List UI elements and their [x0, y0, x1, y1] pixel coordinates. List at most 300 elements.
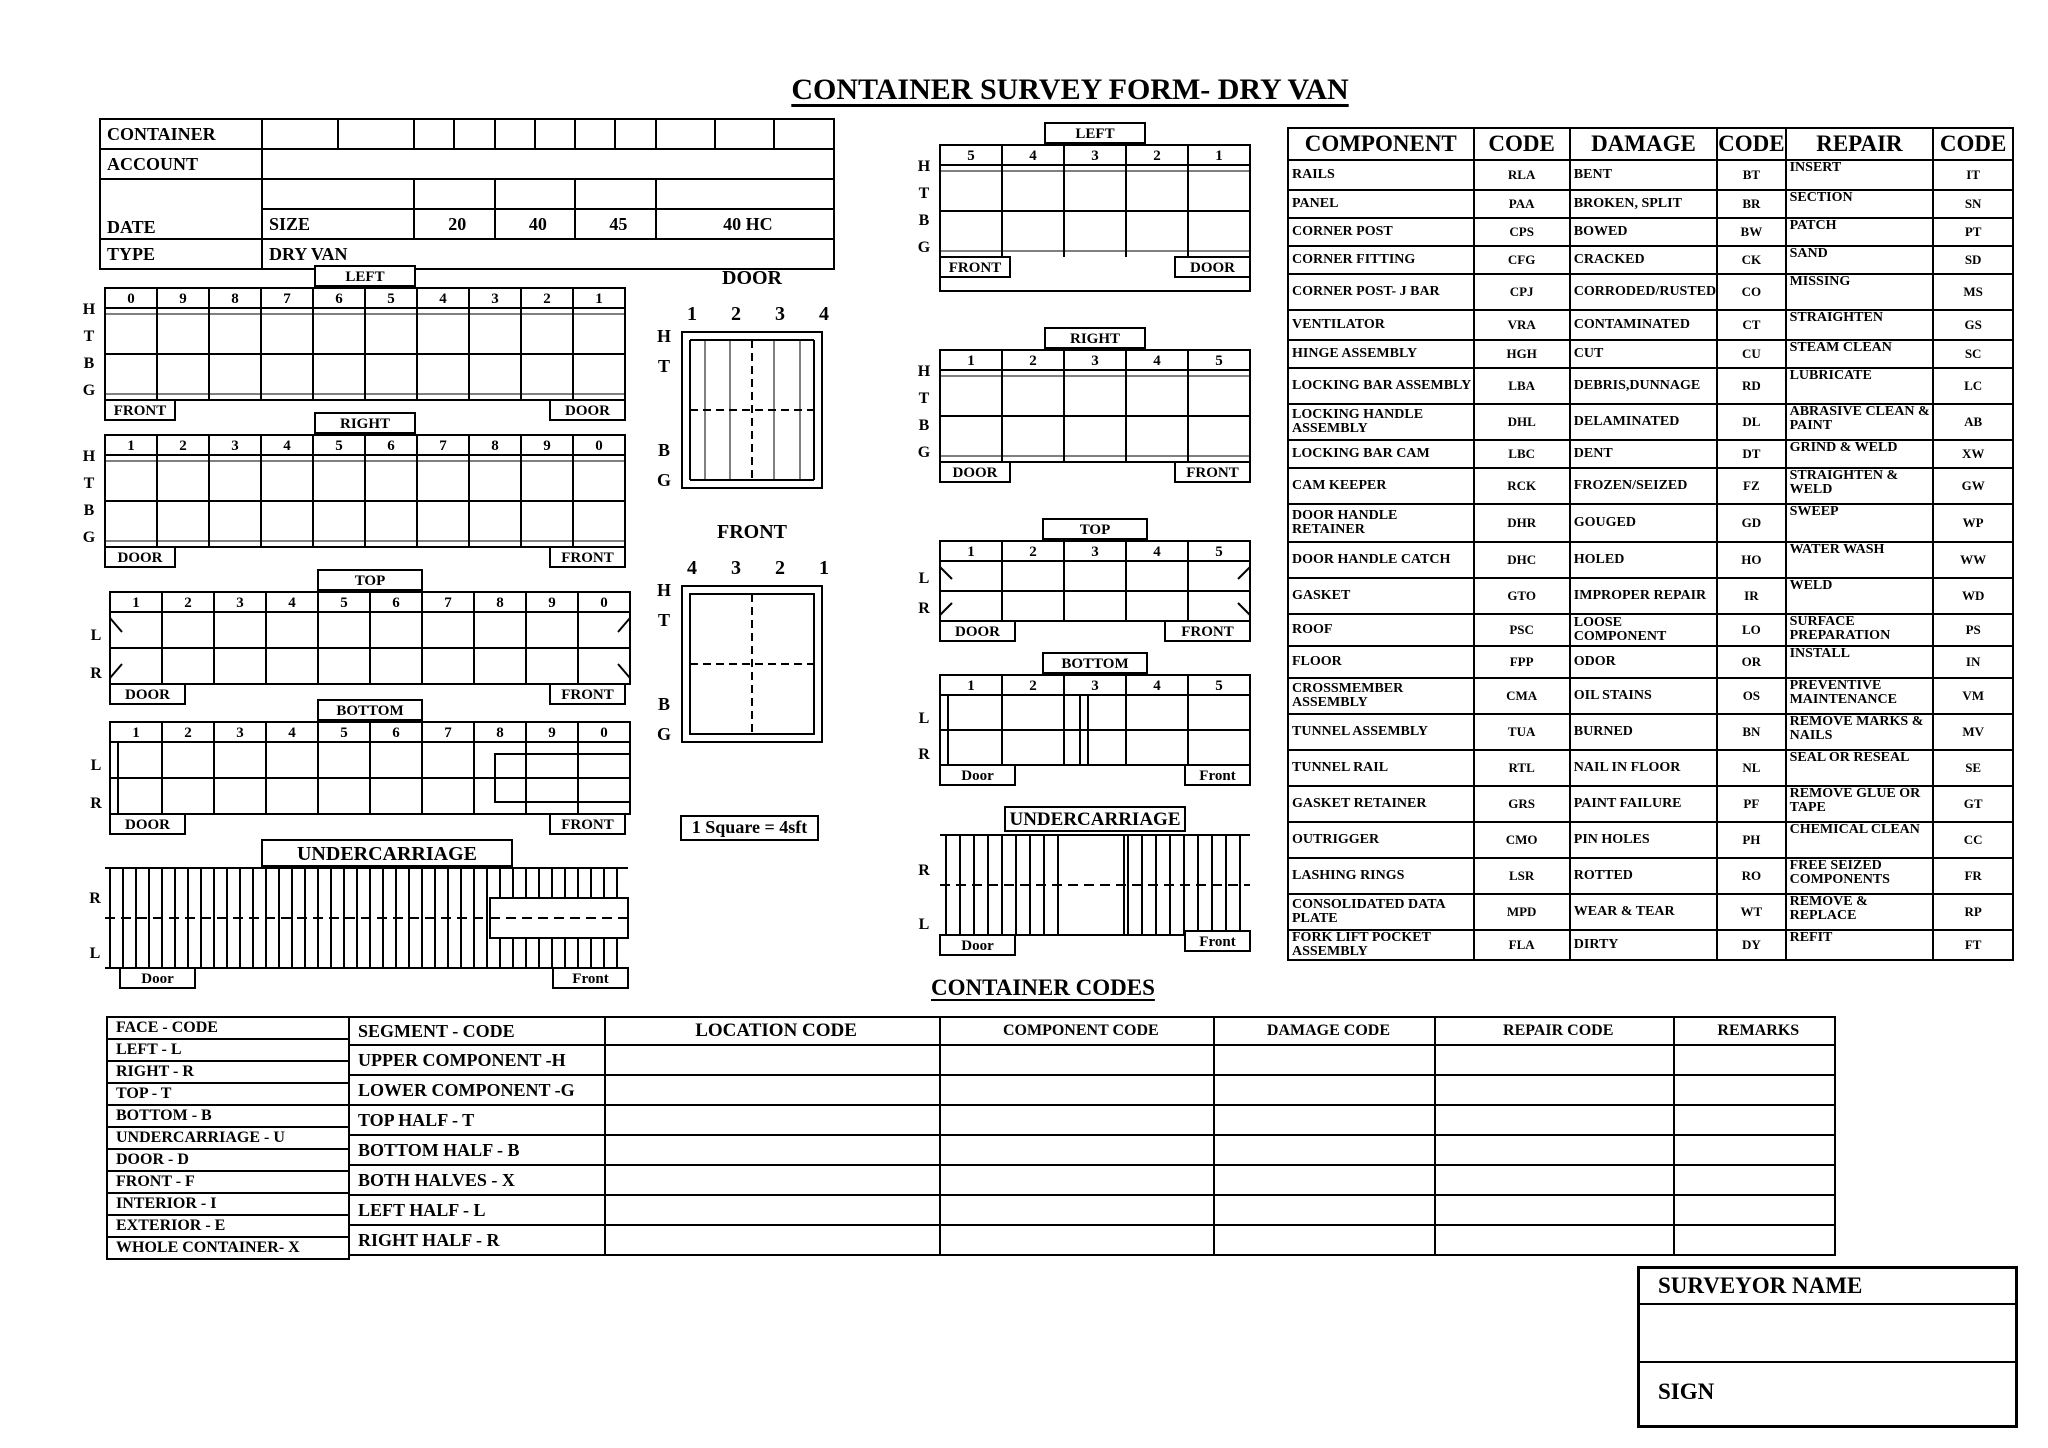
component-code: FLA [1474, 930, 1570, 960]
damage-name: LOOSE COMPONENT [1570, 614, 1717, 646]
door-view-col-label: 1 [687, 303, 697, 325]
diagram-line [1238, 603, 1250, 615]
date-box[interactable] [495, 179, 576, 209]
face-code-item: TOP - T [107, 1083, 349, 1105]
code-entry-cell[interactable] [1214, 1135, 1435, 1165]
right-view-20-col-label: 1 [967, 353, 975, 369]
type-label: TYPE [100, 239, 262, 269]
code-entry-cell[interactable] [605, 1075, 940, 1105]
code-entry-cell[interactable] [1435, 1045, 1674, 1075]
front-view-col-label: 3 [731, 557, 741, 579]
reference-row [1288, 542, 2013, 578]
code-entry-cell[interactable] [1674, 1225, 1835, 1255]
codes-column-header: LOCATION CODE [605, 1017, 940, 1045]
left-view-40-row-label: H [82, 301, 96, 318]
container-digit-box[interactable] [262, 119, 338, 149]
code-entry-cell[interactable] [605, 1135, 940, 1165]
reference-row [1288, 368, 2013, 404]
component-code: MPD [1474, 894, 1570, 930]
code-entry-cell[interactable] [940, 1075, 1214, 1105]
component-name: CROSSMEMBER ASSEMBLY [1288, 678, 1474, 714]
size-option-40hc[interactable]: 40 HC [656, 209, 834, 239]
codes-column-header: COMPONENT CODE [940, 1017, 1214, 1045]
component-code: PAA [1474, 190, 1570, 218]
diagram-line [618, 618, 630, 632]
component-code: CPJ [1474, 274, 1570, 310]
reference-row [1288, 218, 2013, 246]
damage-name: BURNED [1570, 714, 1717, 750]
diagram-line [618, 664, 630, 678]
bottom-view-40-col-label: 3 [236, 725, 244, 741]
top-view-20-col-label: 4 [1153, 544, 1161, 560]
left-view-20-title: LEFT [1075, 126, 1115, 142]
container-digit-box[interactable] [454, 119, 494, 149]
bottom-view-row-label: L [90, 757, 102, 774]
reference-header: DAMAGE [1570, 128, 1717, 160]
right-view-20-col-label: 3 [1091, 353, 1099, 369]
repair-name: CHEMICAL CLEAN [1786, 822, 1934, 858]
damage-name: CUT [1570, 340, 1717, 368]
right-view-40-col-label: 4 [283, 438, 291, 454]
container-digit-box[interactable] [414, 119, 454, 149]
component-code: CFG [1474, 246, 1570, 274]
bottom-view-20-row-label: R [918, 746, 930, 763]
code-entry-cell[interactable] [940, 1225, 1214, 1255]
component-name: CORNER POST- J BAR [1288, 274, 1474, 310]
top-view-20-front-tag: FRONT [1181, 624, 1234, 640]
right-view-40-right-tag: FRONT [561, 550, 614, 566]
reference-header-row [1288, 128, 2013, 160]
segment-code-item: LEFT HALF - L [349, 1195, 605, 1225]
container-digit-box[interactable] [495, 119, 535, 149]
front-view-row-label: T [657, 610, 671, 630]
code-entry-cell[interactable] [1214, 1075, 1435, 1105]
face-code-item: BOTTOM - B [107, 1105, 349, 1127]
code-entry-cell[interactable] [1435, 1105, 1674, 1135]
damage-code: WT [1717, 894, 1785, 930]
component-name: CORNER POST [1288, 218, 1474, 246]
damage-code: IR [1717, 578, 1785, 614]
right-view-20-right-tag: FRONT [1186, 465, 1239, 481]
component-name: LOCKING HANDLE ASSEMBLY [1288, 404, 1474, 440]
code-entry-cell[interactable] [1214, 1225, 1435, 1255]
repair-name: PREVENTIVE MAINTENANCE [1786, 678, 1934, 714]
code-entry-cell[interactable] [1214, 1045, 1435, 1075]
left-view-40-title: LEFT [345, 269, 385, 285]
repair-code: WP [1933, 504, 2013, 542]
face-code-item: RIGHT - R [107, 1061, 349, 1083]
date-box[interactable] [414, 179, 495, 209]
component-name: GASKET RETAINER [1288, 786, 1474, 822]
top-view-20-col-label: 1 [967, 544, 975, 560]
top-view-20-col-label: 5 [1215, 544, 1223, 560]
code-entry-cell[interactable] [1674, 1165, 1835, 1195]
reference-row [1288, 340, 2013, 368]
damage-code: BN [1717, 714, 1785, 750]
top-view-40-title: TOP [354, 573, 386, 589]
damage-name: BROKEN, SPLIT [1570, 190, 1717, 218]
left-view-20-row-label: T [918, 185, 930, 202]
repair-name: WELD [1786, 578, 1934, 614]
right-view-40-left-tag: DOOR [117, 550, 163, 566]
reference-header: REPAIR [1786, 128, 1934, 160]
damage-code: CU [1717, 340, 1785, 368]
code-entry-cell[interactable] [940, 1105, 1214, 1135]
damage-code: GD [1717, 504, 1785, 542]
damage-name: DELAMINATED [1570, 404, 1717, 440]
left-view-20-col-label: 3 [1091, 148, 1099, 164]
size-option-20[interactable]: 20 [414, 209, 495, 239]
damage-code: CO [1717, 274, 1785, 310]
reference-row [1288, 578, 2013, 614]
damage-code: HO [1717, 542, 1785, 578]
repair-name: SEAL OR RESEAL [1786, 750, 1934, 786]
codes-column-header: REPAIR CODE [1435, 1017, 1674, 1045]
component-name: GASKET [1288, 578, 1474, 614]
damage-code: OS [1717, 678, 1785, 714]
repair-name: GRIND & WELD [1786, 440, 1934, 468]
code-entry-cell[interactable] [1435, 1195, 1674, 1225]
reference-row [1288, 894, 2013, 930]
repair-code: AB [1933, 404, 2013, 440]
code-entry-cell[interactable] [605, 1195, 940, 1225]
bottom-view-front-tag: FRONT [561, 817, 614, 833]
component-code: DHC [1474, 542, 1570, 578]
repair-name: MISSING [1786, 274, 1934, 310]
bottom-view-20-col-label: 4 [1153, 678, 1161, 694]
door-view-title: DOOR [722, 267, 782, 289]
code-entry-cell[interactable] [605, 1105, 940, 1135]
repair-name: INSTALL [1786, 646, 1934, 678]
reference-row [1288, 468, 2013, 504]
right-view-20-row-label: B [918, 417, 930, 434]
component-code: HGH [1474, 340, 1570, 368]
repair-code: PS [1933, 614, 2013, 646]
date-box[interactable] [575, 179, 656, 209]
bottom-view-40-col-label: 9 [548, 725, 556, 741]
container-digit-box[interactable] [774, 119, 834, 149]
component-code: CMO [1474, 822, 1570, 858]
code-entry-cell[interactable] [1214, 1165, 1435, 1195]
segment-code-item: LOWER COMPONENT -G [349, 1075, 605, 1105]
top-view-40-col-label: 3 [236, 595, 244, 611]
damage-name: ODOR [1570, 646, 1717, 678]
component-name: FLOOR [1288, 646, 1474, 678]
container-row [100, 119, 834, 149]
code-entry-cell[interactable] [1435, 1075, 1674, 1105]
header-form [99, 118, 835, 270]
component-name: TUNNEL ASSEMBLY [1288, 714, 1474, 750]
left-view-40-right-tag: DOOR [565, 403, 610, 419]
damage-name: GOUGED [1570, 504, 1717, 542]
left-view-40-col-label: 6 [335, 291, 343, 307]
container-digit-box[interactable] [656, 119, 715, 149]
reference-row [1288, 646, 2013, 678]
right-view-40-col-label: 5 [335, 438, 343, 454]
right-view-40-title: RIGHT [339, 416, 391, 432]
diagram-line [1238, 567, 1250, 579]
door-view-col-label: 2 [731, 303, 741, 325]
component-code: RLA [1474, 160, 1570, 190]
damage-code: RO [1717, 858, 1785, 894]
right-view-40-col-label: 9 [543, 438, 551, 454]
reference-row [1288, 404, 2013, 440]
damage-name: DEBRIS,DUNNAGE [1570, 368, 1717, 404]
container-digit-box[interactable] [535, 119, 575, 149]
undercarriage-title: UNDERCARRIAGE [296, 843, 478, 865]
diagram-line [110, 664, 122, 678]
component-name: OUTRIGGER [1288, 822, 1474, 858]
damage-name: IMPROPER REPAIR [1570, 578, 1717, 614]
repair-code: GS [1933, 310, 2013, 340]
repair-code: CC [1933, 822, 2013, 858]
damage-code: CK [1717, 246, 1785, 274]
door-view-row-label: G [656, 470, 672, 490]
component-code: TUA [1474, 714, 1570, 750]
reference-row [1288, 714, 2013, 750]
codes-column-header: REMARKS [1674, 1017, 1835, 1045]
front-view-row-label: G [656, 724, 672, 744]
reference-row [1288, 504, 2013, 542]
code-entry-cell[interactable] [940, 1195, 1214, 1225]
code-entry-cell[interactable] [940, 1045, 1214, 1075]
repair-code: SN [1933, 190, 2013, 218]
top-view-20-row-label: R [918, 600, 930, 617]
right-view-40-row-label: T [83, 475, 95, 492]
repair-name: REMOVE GLUE OR TAPE [1786, 786, 1934, 822]
face-code-item: DOOR - D [107, 1149, 349, 1171]
segment-code-item: RIGHT HALF - R [349, 1225, 605, 1255]
left-view-40-col-label: 8 [231, 291, 239, 307]
repair-code: SD [1933, 246, 2013, 274]
component-name: CORNER FITTING [1288, 246, 1474, 274]
reference-row [1288, 930, 2013, 960]
right-view-40-col-label: 7 [439, 438, 447, 454]
damage-name: HOLED [1570, 542, 1717, 578]
bottom-view-40-col-label: 7 [444, 725, 452, 741]
bottom-view-40-col-label: 4 [288, 725, 296, 741]
top-view-front-tag: FRONT [561, 687, 614, 703]
diagram-line [940, 603, 952, 615]
component-name: TUNNEL RAIL [1288, 750, 1474, 786]
size-label: SIZE [262, 209, 414, 239]
component-code: FPP [1474, 646, 1570, 678]
code-entry-cell[interactable] [1674, 1075, 1835, 1105]
repair-name: REFIT [1786, 930, 1934, 960]
damage-name: ROTTED [1570, 858, 1717, 894]
scale-note: 1 Square = 4sft [680, 815, 819, 841]
damage-code: BW [1717, 218, 1785, 246]
container-label: CONTAINER [100, 119, 262, 149]
damage-name: OIL STAINS [1570, 678, 1717, 714]
left-view-40-col-label: 4 [439, 291, 447, 307]
bottom-view-20-col-label: 1 [967, 678, 975, 694]
component-name: PANEL [1288, 190, 1474, 218]
code-entry-cell[interactable] [1674, 1045, 1835, 1075]
right-view-40-row-label: B [83, 502, 95, 519]
repair-code: SE [1933, 750, 2013, 786]
component-code: GRS [1474, 786, 1570, 822]
date-box[interactable] [262, 179, 414, 209]
component-name: RAILS [1288, 160, 1474, 190]
damage-name: CONTAMINATED [1570, 310, 1717, 340]
component-code: LSR [1474, 858, 1570, 894]
bottom-view-20-title: BOTTOM [1061, 656, 1129, 672]
bottom-view-door-tag: DOOR [125, 817, 170, 833]
left-view-40-col-label: 0 [127, 291, 135, 307]
reference-row [1288, 822, 2013, 858]
code-entry-cell[interactable] [1435, 1135, 1674, 1165]
bottom-view-20-row-label: L [918, 710, 930, 727]
repair-code: RP [1933, 894, 2013, 930]
repair-code: FT [1933, 930, 2013, 960]
repair-code: PT [1933, 218, 2013, 246]
reference-row [1288, 274, 2013, 310]
repair-name: SURFACE PREPARATION [1786, 614, 1934, 646]
left-view-20-col-label: 2 [1153, 148, 1161, 164]
code-entry-cell[interactable] [1214, 1105, 1435, 1135]
damage-code: DT [1717, 440, 1785, 468]
right-view-20-left-tag: DOOR [952, 465, 998, 481]
code-entry-cell[interactable] [940, 1135, 1214, 1165]
right-view-20-col-label: 2 [1029, 353, 1037, 369]
undercarriage-20-title: UNDERCARRIAGE [1009, 809, 1181, 830]
container-digit-box[interactable] [575, 119, 615, 149]
component-name: CONSOLIDATED DATA PLATE [1288, 894, 1474, 930]
repair-name: PATCH [1786, 218, 1934, 246]
code-entry-cell[interactable] [605, 1225, 940, 1255]
left-view-20-right-tag: DOOR [1190, 260, 1235, 276]
damage-code: BT [1717, 160, 1785, 190]
undercarriage-row-label: R [89, 890, 101, 907]
bottom-view-40-col-label: 0 [600, 725, 608, 741]
bottom-view-40-col-label: 8 [496, 725, 504, 741]
repair-code: MV [1933, 714, 2013, 750]
repair-code: FR [1933, 858, 2013, 894]
repair-code: IN [1933, 646, 2013, 678]
left-view-40-col-label: 7 [283, 291, 291, 307]
reference-code-table [1287, 127, 2014, 961]
damage-code: CT [1717, 310, 1785, 340]
repair-name: STRAIGHTEN [1786, 310, 1934, 340]
component-name: LOCKING BAR CAM [1288, 440, 1474, 468]
code-entry-cell[interactable] [1674, 1195, 1835, 1225]
face-code-table [106, 1016, 350, 1260]
repair-name: ABRASIVE CLEAN & PAINT [1786, 404, 1934, 440]
door-view-row-label: H [656, 326, 672, 346]
component-code: DHL [1474, 404, 1570, 440]
top-view-door-tag: DOOR [125, 687, 170, 703]
top-view-20-title: TOP [1079, 522, 1111, 538]
top-view-20-col-label: 3 [1091, 544, 1099, 560]
right-view-40-col-label: 8 [491, 438, 499, 454]
date-label: DATE [100, 179, 262, 239]
left-view-40-row-label: G [82, 382, 96, 399]
top-view-20-row-label: L [918, 570, 930, 587]
damage-code: NL [1717, 750, 1785, 786]
code-entry-cell[interactable] [605, 1165, 940, 1195]
size-option-45[interactable]: 45 [575, 209, 656, 239]
component-name: HINGE ASSEMBLY [1288, 340, 1474, 368]
code-entry-cell[interactable] [1435, 1165, 1674, 1195]
top-view-40-col-label: 9 [548, 595, 556, 611]
type-value: DRY VAN [262, 239, 834, 269]
container-digit-box[interactable] [615, 119, 655, 149]
face-code-item: FACE - CODE [107, 1017, 349, 1039]
top-view-40-col-label: 7 [444, 595, 452, 611]
right-view-40-col-label: 1 [127, 438, 135, 454]
code-entry-cell[interactable] [940, 1165, 1214, 1195]
top-view-40-col-label: 2 [184, 595, 192, 611]
code-entry-cell[interactable] [605, 1045, 940, 1075]
damage-name: CRACKED [1570, 246, 1717, 274]
undercarriage-20-row-label: L [918, 916, 930, 933]
undercarriage-20-door-tag: Door [961, 938, 994, 954]
top-view-40-col-label: 4 [288, 595, 296, 611]
face-code-item: UNDERCARRIAGE - U [107, 1127, 349, 1149]
code-entry-cell[interactable] [1674, 1105, 1835, 1135]
repair-name: INSERT [1786, 160, 1934, 190]
damage-code: DL [1717, 404, 1785, 440]
container-digit-box[interactable] [338, 119, 414, 149]
repair-name: REMOVE & REPLACE [1786, 894, 1934, 930]
right-view-20-row-label: G [917, 444, 931, 461]
repair-name: WATER WASH [1786, 542, 1934, 578]
undercarriage-20-front-tag: Front [1199, 934, 1236, 950]
damage-name: CORRODED/RUSTED [1570, 274, 1717, 310]
right-view-20-row-label: T [918, 390, 930, 407]
reference-row [1288, 678, 2013, 714]
component-code: DHR [1474, 504, 1570, 542]
code-entry-cell[interactable] [1214, 1195, 1435, 1225]
code-entry-cell[interactable] [1435, 1225, 1674, 1255]
reference-row [1288, 310, 2013, 340]
date-box[interactable] [656, 179, 834, 209]
surveyor-name-field[interactable] [1640, 1305, 2015, 1363]
component-code: CPS [1474, 218, 1570, 246]
repair-code: XW [1933, 440, 2013, 468]
account-field[interactable] [262, 149, 834, 179]
codes-column-header: DAMAGE CODE [1214, 1017, 1435, 1045]
bottom-view-20-front-tag: Front [1199, 768, 1236, 784]
component-name: VENTILATOR [1288, 310, 1474, 340]
right-view-20-col-label: 5 [1215, 353, 1223, 369]
reference-header: CODE [1933, 128, 2013, 160]
damage-name: PAINT FAILURE [1570, 786, 1717, 822]
right-view-20-title: RIGHT [1069, 331, 1121, 347]
damage-code: FZ [1717, 468, 1785, 504]
repair-code: WD [1933, 578, 2013, 614]
bottom-view-40-title: BOTTOM [336, 703, 404, 719]
diagram-line [940, 567, 952, 579]
top-view-row-label: R [90, 665, 102, 682]
code-entry-cell[interactable] [1674, 1135, 1835, 1165]
face-code-item: LEFT - L [107, 1039, 349, 1061]
repair-code: LC [1933, 368, 2013, 404]
right-view-40-row-label: H [82, 448, 96, 465]
segment-code-item: TOP HALF - T [349, 1105, 605, 1135]
damage-code: RD [1717, 368, 1785, 404]
undercarriage-door-tag: Door [141, 971, 174, 987]
reference-header: COMPONENT [1288, 128, 1474, 160]
component-code: GTO [1474, 578, 1570, 614]
size-option-40[interactable]: 40 [495, 209, 576, 239]
container-digit-box[interactable] [715, 119, 774, 149]
top-view-row-label: L [90, 627, 102, 644]
component-name: DOOR HANDLE CATCH [1288, 542, 1474, 578]
top-view-40-col-label: 1 [132, 595, 140, 611]
account-label: ACCOUNT [100, 149, 262, 179]
